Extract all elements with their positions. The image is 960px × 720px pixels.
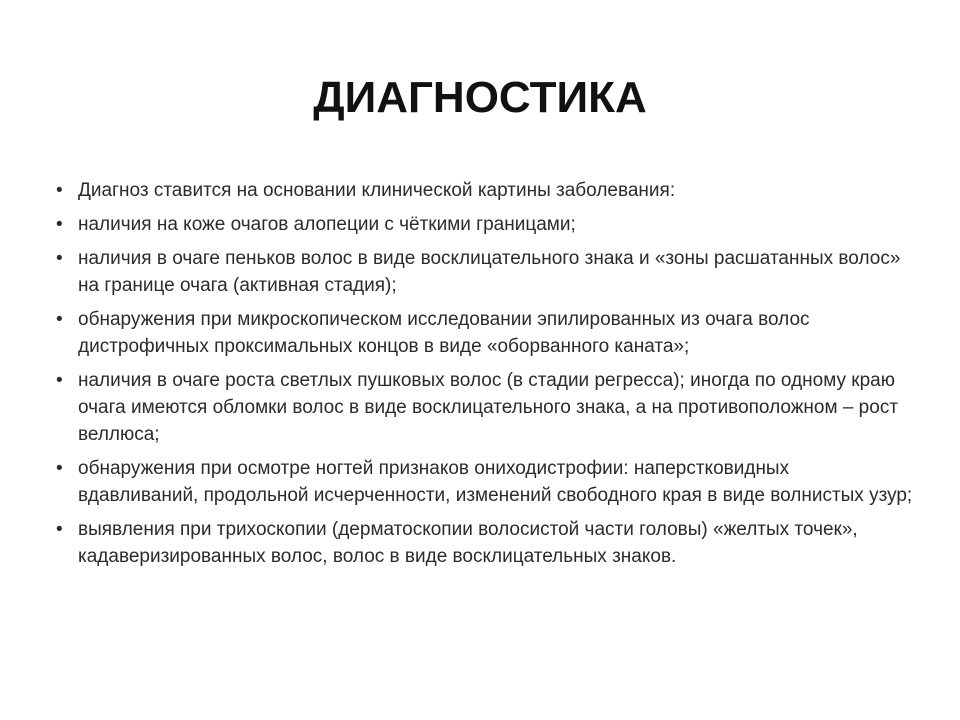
bullet-item-trichoscopy xyxy=(54,516,914,570)
bullet-icon: • xyxy=(56,248,63,269)
bullet-icon: • xyxy=(56,519,63,540)
bullet-text: наличия на коже очагов алопеции с чёткими границами; xyxy=(78,214,576,235)
bullet-item-intro xyxy=(54,177,914,204)
bullet-text: выявления при трихоскопии (дерматоскопии волосистой части головы) «желтых точек», кадаверизированных волос, волос в виде восклицательных знаков. xyxy=(78,519,858,567)
bullet-item-microscopy xyxy=(54,306,914,360)
bullet-item-exclamation-hairs xyxy=(54,245,914,299)
bullet-icon: • xyxy=(56,458,63,479)
bullet-item-vellus-regrowth xyxy=(54,367,914,448)
bullet-icon: • xyxy=(56,309,63,330)
bullet-text: Диагноз ставится на основании клинической картины заболевания: xyxy=(78,180,676,201)
slide-title: ДИАГНОСТИКА xyxy=(313,73,647,122)
bullet-list xyxy=(54,177,914,577)
bullet-item-alopecia-foci xyxy=(54,211,914,238)
bullet-icon: • xyxy=(56,370,63,391)
bullet-icon: • xyxy=(56,180,63,201)
bullet-text: наличия в очаге пеньков волос в виде восклицательного знака и «зоны расшатанных волос» на границе очага (активная стадия); xyxy=(78,248,901,296)
bullet-icon: • xyxy=(56,214,63,235)
bullet-text: наличия в очаге роста светлых пушковых волос (в стадии регресса); иногда по одному краю очага имеются обломки волос в виде восклицательного знака, а на противоположном – рост веллюса; xyxy=(78,370,899,445)
bullet-text: обнаружения при осмотре ногтей признаков ониходистрофии: наперстковидных вдавливаний, продольной исчерченности, изменений свободного края в виде волнистых узур; xyxy=(78,458,913,506)
bullet-text: обнаружения при микроскопическом исследовании эпилированных из очага волос дистрофичных проксимальных концов в виде «оборванного каната»; xyxy=(78,309,810,357)
bullet-item-nail-dystrophy xyxy=(54,455,914,509)
